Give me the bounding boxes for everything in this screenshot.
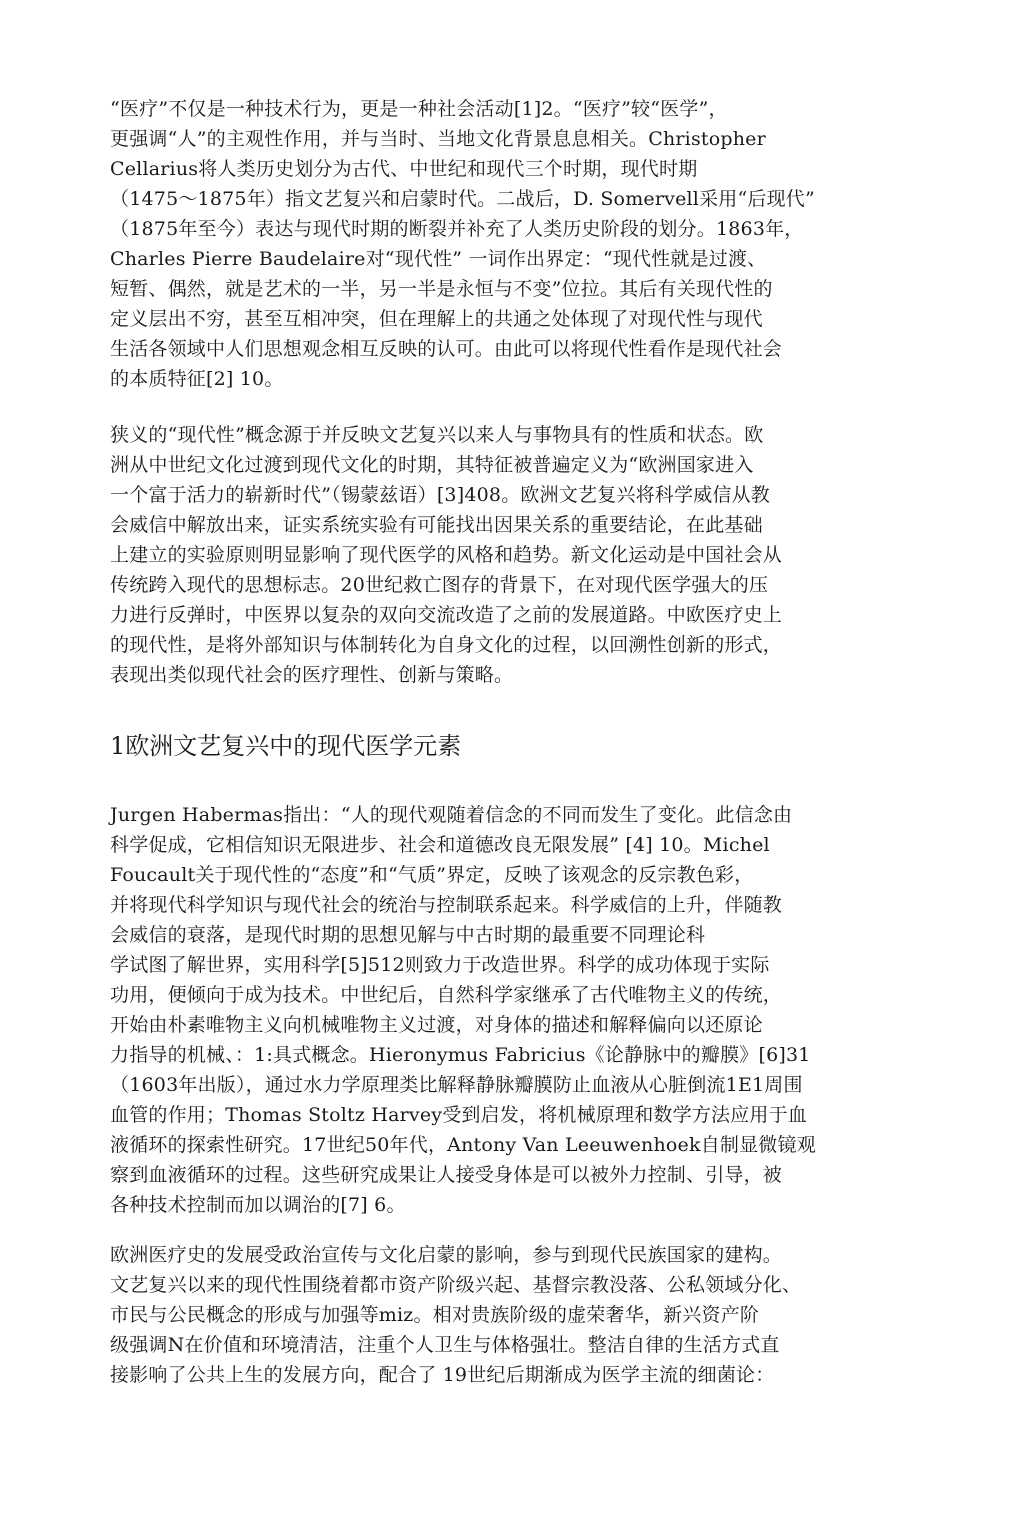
text-line: 更强调“人”的主观性作用，并与当时、当地文化背景息息相关。Christopher: [110, 128, 766, 150]
section-heading: 1欧洲文艺复兴中的现代医学元素: [110, 732, 462, 760]
paragraph-3: [110, 800, 910, 1220]
text-line: 生活各领域中人们思想观念相互反映的认可。由此可以将现代性看作是现代社会: [110, 338, 783, 360]
paragraph-4: [110, 1240, 910, 1390]
text-line: 表现出类似现代社会的医疗理性、创新与策略。: [110, 664, 514, 686]
text-line: 察到血液循环的过程。这些研究成果让人接受身体是可以被外力控制、引导，被: [110, 1164, 783, 1186]
text-line: “医疗”不仅是一种技术行为，更是一种社会活动[1]2。“医疗”较“医学”，: [110, 98, 728, 120]
text-line: 液循环的探索性研究。17世纪50年代，Antony Van Leeuwenhoek自制显微镜观: [110, 1134, 816, 1156]
text-line: 各种技术控制而加以调治的[7] 6。: [110, 1194, 406, 1216]
text-line: 的现代性，是将外部知识与体制转化为自身文化的过程，以回溯性创新的形式，: [110, 634, 783, 656]
text-line: （1475～1875年）指文艺复兴和启蒙时代。二战后，D. Somervell采用“后现代”: [110, 188, 815, 210]
text-line: 欧洲医疗史的发展受政治宣传与文化启蒙的影响，参与到现代民族国家的建构。: [110, 1244, 783, 1266]
text-line: 力进行反弹时，中医界以复杂的双向交流改造了之前的发展道路。中欧医疗史上: [110, 604, 783, 626]
text-line: （1875年至今）表达与现代时期的断裂并补充了人类历史阶段的划分。1863年，: [110, 218, 804, 240]
text-line: 洲从中世纪文化过渡到现代文化的时期，其特征被普遍定义为“欧洲国家进入: [110, 454, 754, 476]
text-line: 开始由朴素唯物主义向机械唯物主义过渡，对身体的描述和解释偏向以还原论: [110, 1014, 763, 1036]
text-line: 会威信中解放出来，证实系统实验有可能找出因果关系的重要结论，在此基础: [110, 514, 763, 536]
text-line: （1603年出版），通过水力学原理类比解释静脉瓣膜防止血液从心脏倒流1E1周围: [110, 1074, 803, 1096]
text-line: 并将现代科学知识与现代社会的统治与控制联系起来。科学威信的上升，伴随教: [110, 894, 783, 916]
text-line: 功用，便倾向于成为技术。中世纪后，自然科学家继承了古代唯物主义的传统，: [110, 984, 783, 1006]
text-line: Jurgen Habermas指出：“人的现代观随着信念的不同而发生了变化。此信念由: [110, 804, 793, 826]
text-line: Foucault关于现代性的“态度”和“气质”界定，反映了该观念的反宗教色彩，: [110, 864, 754, 886]
text-line: 会威信的衰落，是现代时期的思想见解与中古时期的最重要不同理论科: [110, 924, 706, 946]
text-line: 血管的作用；Thomas Stoltz Harvey受到启发，将机械原理和数学方法应用于血: [110, 1104, 808, 1126]
text-line: 短暂、偶然，就是艺术的一半，另一半是永恒与不变”位拉。其后有关现代性的: [110, 278, 773, 300]
paragraph-1: [110, 94, 910, 394]
text-line: 学试图了解世界，实用科学[5]512则致力于改造世界。科学的成功体现于实际: [110, 954, 770, 976]
text-line: 文艺复兴以来的现代性围绕着都市资产阶级兴起、基督宗教没落、公私领域分化、: [110, 1274, 802, 1296]
text-line: 上建立的实验原则明显影响了现代医学的风格和趋势。新文化运动是中国社会从: [110, 544, 783, 566]
text-line: 力指导的机械、：1:具式概念。Hieronymus Fabricius《论静脉中的瓣膜》[6]31: [110, 1044, 811, 1066]
text-line: 科学促成，它相信知识无限进步、社会和道德改良无限发展” [4] 10。Michel: [110, 834, 770, 856]
text-line: 狭义的“现代性”概念源于并反映文艺复兴以来人与事物具有的性质和状态。欧: [110, 424, 764, 446]
text-line: 级强调N在价值和环境清洁，注重个人卫生与体格强壮。整洁自律的生活方式直: [110, 1334, 780, 1356]
text-line: 的本质特征[2] 10。: [110, 368, 284, 390]
text-line: 定义层出不穷，甚至互相冲突，但在理解上的共通之处体现了对现代性与现代: [110, 308, 763, 330]
text-line: 传统跨入现代的思想标志。20世纪救亡图存的背景下，在对现代医学强大的压: [110, 574, 769, 596]
text-line: Charles Pierre Baudelaire对“现代性” 一词作出界定：“现代性就是过渡、: [110, 248, 767, 270]
text-line: 市民与公民概念的形成与加强等miz。相对贵族阶级的虚荣奢华，新兴资产阶: [110, 1304, 760, 1326]
text-line: 接影响了公共上生的发展方向，配合了 19世纪后期渐成为医学主流的细菌论：: [110, 1364, 775, 1386]
text-line: Cellarius将人类历史划分为古代、中世纪和现代三个时期，现代时期: [110, 158, 698, 180]
paragraph-2: [110, 420, 910, 690]
text-line: 一个富于活力的崭新时代”（锡蒙兹语）[3]408。欧洲文艺复兴将科学威信从教: [110, 484, 770, 506]
